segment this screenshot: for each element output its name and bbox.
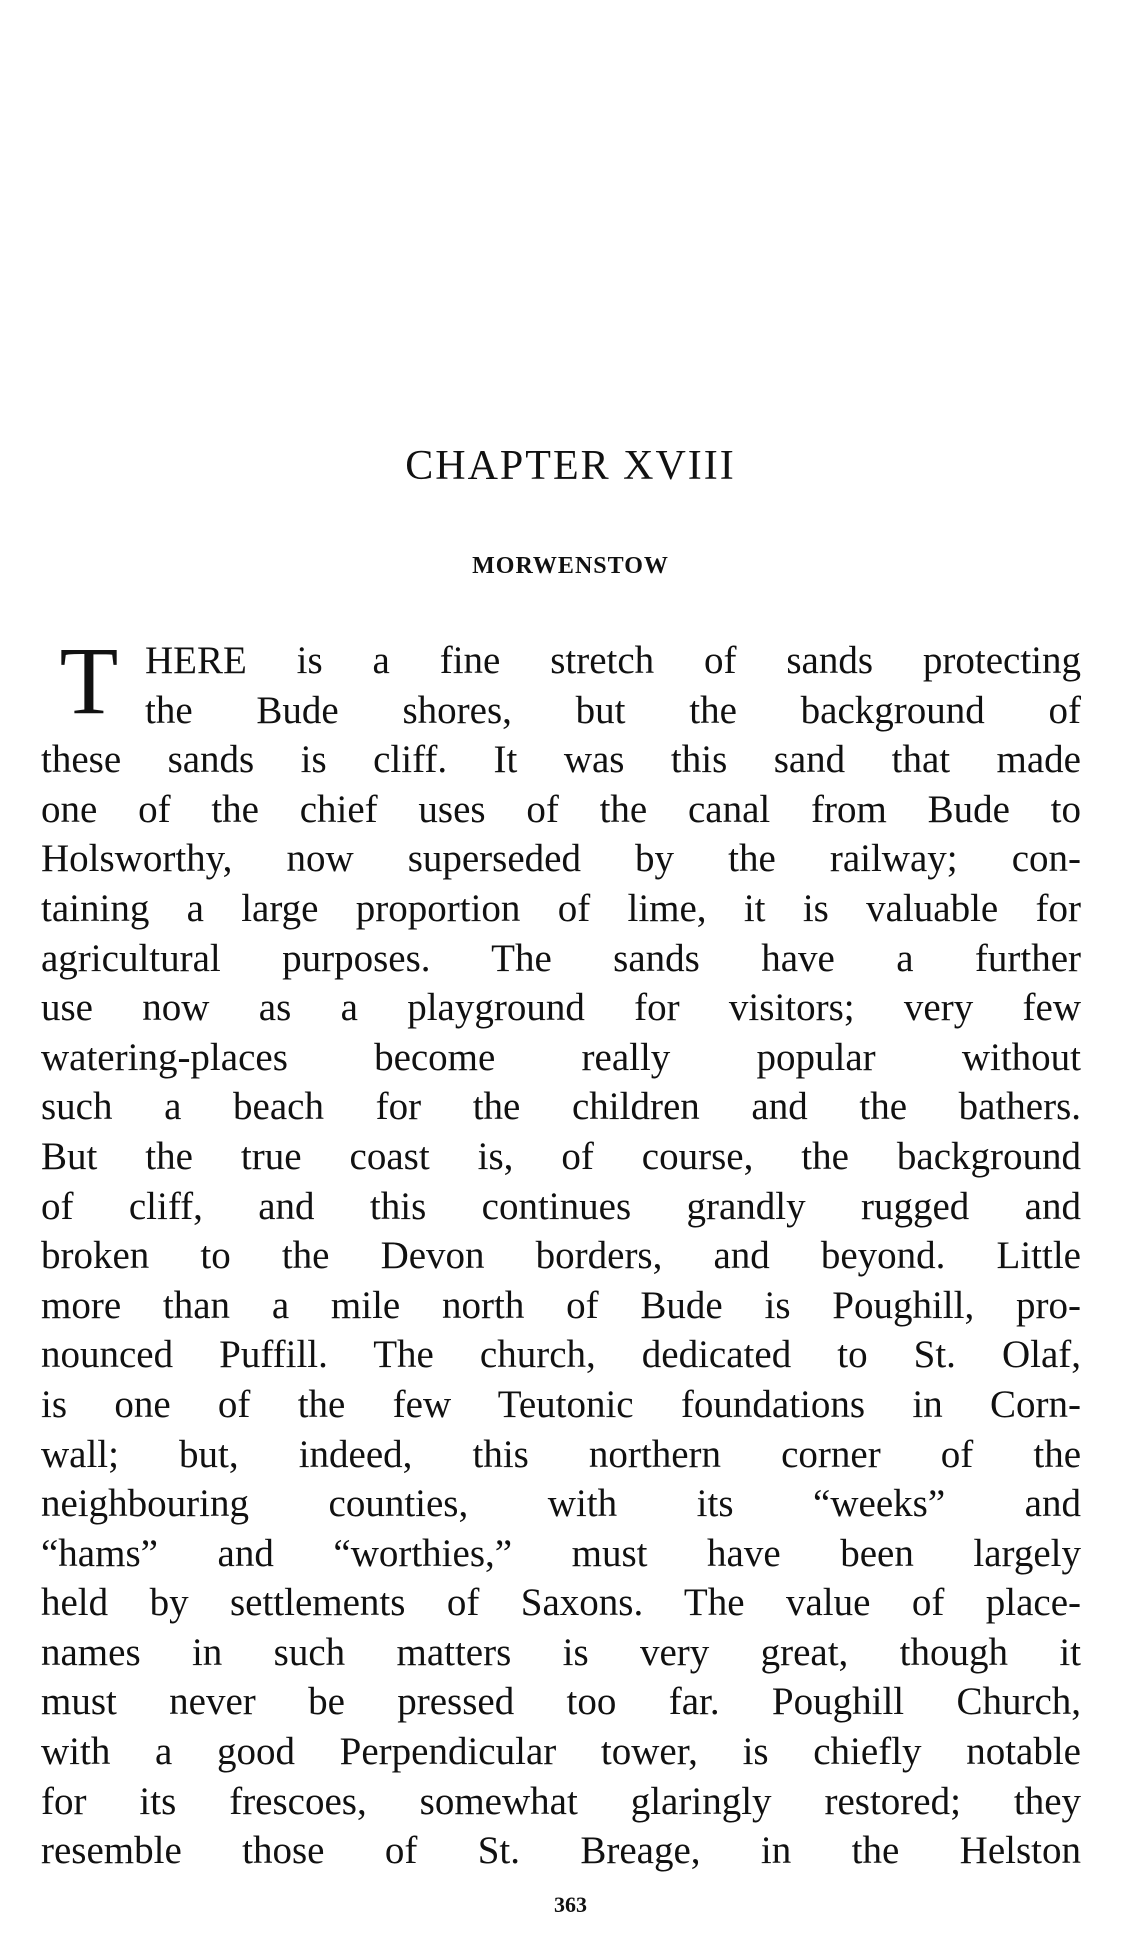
text-line: for its frescoes, somewhat glaringly restored; they <box>41 1779 1081 1823</box>
text-line: taining a large proportion of lime, it is valuable for <box>41 886 1081 930</box>
text-line: resemble those of St. Breage, in the Helston <box>41 1829 1081 1873</box>
text-line: broken to the Devon borders, and beyond. Little <box>41 1234 1081 1278</box>
text-line: wall; but, indeed, this northern corner of the <box>41 1432 1081 1476</box>
text-line: “hams” and “worthies,” must have been largely <box>41 1531 1081 1575</box>
text-line: the Bude shores, but the background of <box>145 688 1081 732</box>
text-line: watering-places become really popular without <box>41 1035 1081 1079</box>
text-line: neighbouring counties, with its “weeks” and <box>41 1482 1081 1526</box>
text-line: nounced Puffill. The church, dedicated to St. Olaf, <box>41 1333 1081 1377</box>
text-line: agricultural purposes. The sands have a further <box>41 936 1081 980</box>
text-line: with a good Perpendicular tower, is chiefly notable <box>41 1730 1081 1774</box>
text-line: such a beach for the children and the bathers. <box>41 1085 1081 1129</box>
text-line: use now as a playground for visitors; very few <box>41 986 1081 1030</box>
text-line: more than a mile north of Bude is Poughill, pro- <box>41 1283 1081 1327</box>
body-paragraph <box>41 627 1081 1876</box>
text-line: of cliff, and this continues grandly rugged and <box>41 1184 1081 1228</box>
page-number: 363 <box>554 1892 587 1917</box>
text-line: HERE is a fine stretch of sands protecting <box>145 639 1081 682</box>
text-line: these sands is cliff. It was this sand that made <box>41 738 1081 782</box>
text-line: But the true coast is, of course, the background <box>41 1134 1081 1178</box>
chapter-subtitle: MORWENSTOW <box>472 553 669 579</box>
text-line: is one of the few Teutonic foundations in Corn- <box>41 1382 1081 1426</box>
text-line: Holsworthy, now superseded by the railway; con- <box>41 837 1081 881</box>
text-line: one of the chief uses of the canal from Bude to <box>41 787 1081 831</box>
text-line: held by settlements of Saxons. The value of place- <box>41 1581 1081 1625</box>
chapter-title: CHAPTER XVIII <box>405 443 736 489</box>
text-line: names in such matters is very great, though it <box>41 1630 1081 1674</box>
text-line: must never be pressed too far. Poughill Church, <box>41 1680 1081 1724</box>
drop-cap-letter: T <box>59 627 119 734</box>
